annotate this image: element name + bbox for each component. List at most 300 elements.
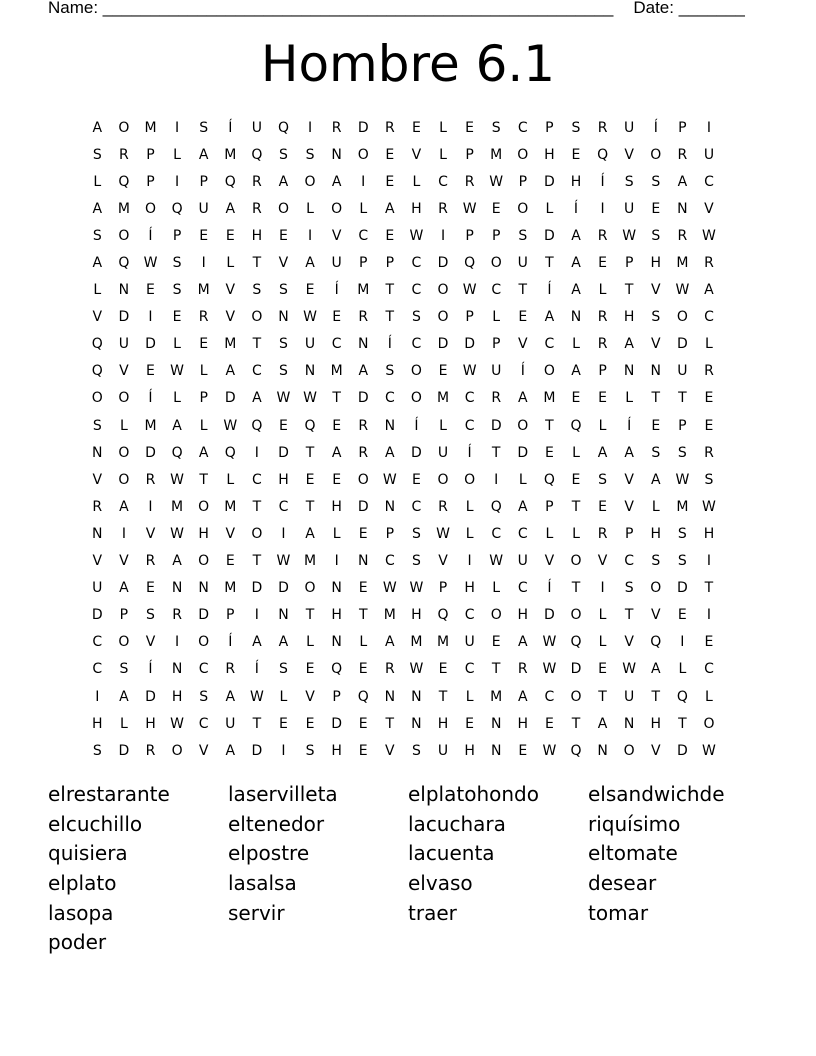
word-list-item: eltomate bbox=[588, 841, 678, 866]
grid-letter: E bbox=[358, 525, 368, 542]
grid-letter: M bbox=[117, 200, 130, 217]
grid-letter: R bbox=[331, 119, 342, 136]
grid-letter: P bbox=[465, 146, 474, 163]
grid-row bbox=[84, 493, 722, 520]
grid-letter: T bbox=[624, 607, 634, 624]
grid-letter: W bbox=[170, 715, 184, 732]
grid-letter: E bbox=[704, 634, 714, 651]
grid-letter: V bbox=[624, 634, 634, 651]
grid-letter: D bbox=[357, 498, 369, 515]
grid-letter: H bbox=[464, 580, 475, 597]
grid-letter: Q bbox=[570, 417, 582, 434]
grid-letter: Í bbox=[414, 417, 419, 434]
grid-letter: V bbox=[624, 146, 634, 163]
grid-letter: E bbox=[358, 580, 368, 597]
word-list-item: servir bbox=[228, 900, 285, 925]
word-list-item: traer bbox=[408, 900, 457, 925]
grid-letter: C bbox=[517, 580, 528, 597]
grid-letter: A bbox=[624, 336, 634, 353]
grid-letter: C bbox=[704, 173, 714, 190]
grid-letter: W bbox=[249, 688, 264, 705]
grid-letter: S bbox=[172, 255, 182, 272]
grid-letter: P bbox=[465, 309, 474, 326]
grid-letter: V bbox=[331, 227, 342, 244]
grid-letter: T bbox=[678, 390, 687, 407]
grid-letter: L bbox=[705, 688, 713, 705]
word-list-item: quisiera bbox=[48, 841, 128, 866]
grid-letter: W bbox=[462, 200, 477, 217]
grid-letter: R bbox=[384, 661, 395, 678]
grid-letter: T bbox=[252, 715, 262, 732]
grid-letter: C bbox=[411, 255, 422, 272]
grid-letter: D bbox=[544, 173, 555, 190]
grid-letter: T bbox=[704, 580, 714, 597]
grid-letter: V bbox=[385, 742, 395, 759]
grid-letter: Q bbox=[437, 607, 449, 624]
grid-letter: E bbox=[598, 661, 607, 678]
grid-row bbox=[84, 683, 722, 710]
grid-letter: R bbox=[358, 444, 369, 461]
grid-letter: I bbox=[706, 553, 712, 570]
grid-letter: Í bbox=[148, 661, 153, 678]
grid-letter: R bbox=[145, 471, 156, 488]
grid-letter: U bbox=[703, 146, 715, 163]
grid-letter: V bbox=[198, 742, 209, 759]
grid-letter: A bbox=[172, 417, 182, 434]
grid-letter: O bbox=[118, 634, 130, 651]
grid-letter: V bbox=[650, 336, 661, 353]
grid-letter: Q bbox=[91, 363, 103, 380]
grid-letter: R bbox=[119, 146, 129, 163]
grid-letter: W bbox=[170, 525, 184, 542]
grid-letter: R bbox=[92, 498, 103, 515]
grid-letter: T bbox=[651, 390, 661, 407]
grid-letter: M bbox=[436, 634, 450, 651]
grid-letter: H bbox=[650, 255, 662, 272]
grid-letter: E bbox=[704, 417, 714, 434]
grid-letter: I bbox=[494, 471, 499, 488]
grid-letter: I bbox=[121, 525, 126, 542]
grid-letter: O bbox=[464, 471, 476, 488]
grid-letter: M bbox=[676, 498, 689, 515]
grid-letter: S bbox=[411, 553, 421, 570]
grid-letter: T bbox=[491, 444, 501, 461]
grid-letter: N bbox=[490, 742, 502, 759]
grid-letter: E bbox=[651, 200, 661, 217]
grid-row bbox=[84, 249, 722, 276]
grid-letter: N bbox=[198, 580, 209, 597]
grid-letter: O bbox=[517, 146, 529, 163]
grid-letter: D bbox=[251, 580, 263, 597]
grid-row bbox=[84, 385, 722, 412]
grid-letter: S bbox=[624, 173, 634, 190]
grid-letter: U bbox=[118, 336, 130, 353]
grid-letter: D bbox=[517, 444, 529, 461]
grid-letter: S bbox=[172, 282, 182, 299]
grid-letter: W bbox=[303, 309, 317, 326]
grid-letter: N bbox=[384, 417, 396, 434]
grid-letter: M bbox=[224, 498, 237, 515]
grid-letter: H bbox=[570, 173, 582, 190]
grid-letter: S bbox=[146, 607, 155, 624]
grid-letter: C bbox=[411, 498, 422, 515]
grid-letter: M bbox=[224, 146, 237, 163]
grid-letter: E bbox=[385, 146, 395, 163]
grid-letter: L bbox=[306, 200, 314, 217]
grid-letter: H bbox=[411, 607, 422, 624]
grid-letter: R bbox=[597, 525, 608, 542]
grid-letter: A bbox=[518, 634, 528, 651]
grid-letter: O bbox=[198, 498, 210, 515]
grid-letter: T bbox=[651, 688, 661, 705]
grid-letter: D bbox=[198, 607, 210, 624]
grid-letter: E bbox=[225, 227, 235, 244]
grid-letter: L bbox=[173, 336, 181, 353]
grid-letter: A bbox=[571, 255, 581, 272]
grid-letter: T bbox=[252, 498, 262, 515]
grid-letter: P bbox=[146, 146, 155, 163]
grid-letter: I bbox=[706, 607, 712, 624]
grid-letter: E bbox=[544, 444, 554, 461]
grid-letter: E bbox=[279, 715, 288, 732]
grid-letter: C bbox=[464, 607, 475, 624]
grid-letter: Q bbox=[118, 255, 130, 272]
grid-letter: T bbox=[385, 309, 395, 326]
grid-letter: U bbox=[92, 580, 103, 597]
grid-letter: I bbox=[307, 119, 313, 136]
word-list-item: desear bbox=[588, 871, 657, 896]
grid-letter: M bbox=[410, 634, 423, 651]
grid-letter: V bbox=[92, 553, 103, 570]
grid-letter: I bbox=[281, 742, 286, 759]
grid-row bbox=[84, 737, 722, 764]
grid-row bbox=[84, 277, 722, 304]
grid-letter: E bbox=[598, 498, 607, 515]
grid-letter: A bbox=[92, 255, 103, 272]
grid-letter: W bbox=[702, 742, 716, 759]
word-list-item: poder bbox=[48, 930, 107, 955]
grid-letter: A bbox=[358, 363, 369, 380]
grid-letter: Q bbox=[118, 173, 130, 190]
grid-letter: A bbox=[305, 525, 315, 542]
grid-letter: C bbox=[624, 553, 635, 570]
grid-letter: Í bbox=[600, 173, 605, 190]
grid-letter: C bbox=[198, 661, 209, 678]
grid-letter: C bbox=[384, 390, 395, 407]
grid-letter: U bbox=[198, 200, 209, 217]
grid-letter: I bbox=[467, 553, 472, 570]
grid-letter: C bbox=[251, 471, 262, 488]
grid-letter: P bbox=[678, 417, 687, 434]
grid-letter: W bbox=[170, 363, 184, 380]
grid-letter: R bbox=[597, 119, 608, 136]
grid-letter: R bbox=[198, 309, 209, 326]
grid-letter: Í bbox=[520, 363, 525, 380]
grid-letter: E bbox=[598, 390, 607, 407]
grid-letter: O bbox=[437, 282, 449, 299]
grid-letter: S bbox=[518, 227, 528, 244]
grid-letter: T bbox=[545, 255, 554, 272]
grid-letter: S bbox=[598, 471, 608, 488]
grid-letter: E bbox=[571, 471, 581, 488]
grid-letter: D bbox=[118, 742, 130, 759]
grid-letter: D bbox=[676, 580, 688, 597]
grid-letter: U bbox=[517, 255, 528, 272]
grid-row bbox=[84, 168, 722, 195]
grid-letter: Q bbox=[91, 336, 103, 353]
grid-row bbox=[84, 222, 722, 249]
grid-letter: L bbox=[93, 282, 102, 299]
grid-letter: T bbox=[438, 688, 448, 705]
grid-letter: R bbox=[597, 309, 608, 326]
grid-letter: D bbox=[145, 336, 156, 353]
grid-letter: E bbox=[598, 255, 607, 272]
word-list bbox=[48, 780, 768, 958]
grid-letter: C bbox=[491, 282, 502, 299]
word-list-item: lacuchara bbox=[408, 811, 506, 836]
grid-letter: N bbox=[92, 525, 103, 542]
grid-letter: E bbox=[411, 471, 421, 488]
page-title: Hombre 6.1 bbox=[260, 35, 556, 93]
grid-letter: R bbox=[704, 444, 714, 461]
grid-letter: O bbox=[410, 390, 422, 407]
grid-letter: O bbox=[570, 553, 582, 570]
grid-letter: O bbox=[357, 146, 369, 163]
grid-letter: L bbox=[439, 417, 447, 434]
grid-letter: L bbox=[93, 173, 102, 190]
grid-row bbox=[84, 304, 722, 331]
grid-letter: O bbox=[543, 363, 555, 380]
grid-letter: D bbox=[676, 336, 688, 353]
grid-letter: A bbox=[624, 444, 634, 461]
grid-letter: O bbox=[277, 200, 289, 217]
grid-letter: S bbox=[651, 227, 661, 244]
grid-letter: Q bbox=[224, 444, 236, 461]
grid-letter: N bbox=[92, 444, 103, 461]
grid-letter: R bbox=[225, 661, 236, 678]
grid-letter: S bbox=[252, 282, 262, 299]
grid-letter: R bbox=[251, 200, 262, 217]
grid-letter: O bbox=[304, 173, 316, 190]
grid-letter: L bbox=[678, 661, 687, 678]
grid-letter: S bbox=[677, 525, 687, 542]
grid-letter: L bbox=[279, 688, 288, 705]
grid-letter: N bbox=[171, 661, 183, 678]
grid-letter: W bbox=[702, 498, 716, 515]
grid-letter: E bbox=[305, 661, 315, 678]
word-list-item: elrestarante bbox=[48, 782, 170, 806]
grid-letter: H bbox=[544, 146, 555, 163]
grid-letter: I bbox=[254, 444, 259, 461]
grid-letter: E bbox=[199, 336, 209, 353]
grid-letter: D bbox=[464, 336, 475, 353]
grid-letter: R bbox=[517, 661, 528, 678]
grid-letter: O bbox=[331, 200, 343, 217]
grid-letter: C bbox=[411, 336, 422, 353]
grid-letter: A bbox=[119, 498, 129, 515]
grid-letter: S bbox=[491, 119, 501, 136]
grid-letter: D bbox=[278, 580, 289, 597]
grid-letter: S bbox=[199, 119, 209, 136]
grid-letter: Q bbox=[171, 444, 183, 461]
grid-letter: L bbox=[625, 390, 634, 407]
grid-letter: Q bbox=[490, 498, 502, 515]
grid-row bbox=[84, 412, 722, 439]
grid-letter: R bbox=[438, 200, 448, 217]
grid-letter: V bbox=[92, 309, 103, 326]
grid-letter: N bbox=[384, 688, 396, 705]
grid-letter: W bbox=[675, 471, 690, 488]
grid-letter: A bbox=[571, 363, 581, 380]
grid-letter: A bbox=[571, 227, 581, 244]
grid-letter: O bbox=[198, 634, 210, 651]
grid-row bbox=[84, 466, 722, 493]
grid-letter: L bbox=[651, 498, 660, 515]
grid-letter: A bbox=[597, 444, 608, 461]
grid-letter: S bbox=[305, 146, 315, 163]
grid-letter: N bbox=[623, 363, 635, 380]
grid-letter: A bbox=[252, 634, 262, 651]
grid-letter: R bbox=[358, 417, 369, 434]
grid-letter: T bbox=[252, 336, 262, 353]
grid-row bbox=[84, 548, 722, 575]
word-list-item: lacuenta bbox=[408, 841, 495, 866]
grid-letter: I bbox=[706, 119, 712, 136]
grid-letter: E bbox=[465, 119, 475, 136]
grid-letter: I bbox=[254, 607, 259, 624]
grid-letter: L bbox=[598, 607, 607, 624]
grid-letter: E bbox=[332, 309, 342, 326]
grid-letter: W bbox=[170, 471, 184, 488]
grid-letter: P bbox=[359, 255, 368, 272]
word-list-item: tomar bbox=[588, 900, 649, 925]
grid-letter: S bbox=[651, 553, 661, 570]
grid-letter: P bbox=[545, 498, 554, 515]
grid-letter: A bbox=[385, 444, 395, 461]
grid-letter: C bbox=[464, 390, 475, 407]
grid-letter: V bbox=[225, 282, 236, 299]
grid-letter: E bbox=[332, 417, 342, 434]
grid-letter: C bbox=[411, 282, 422, 299]
grid-letter: I bbox=[175, 634, 180, 651]
grid-letter: A bbox=[544, 309, 555, 326]
grid-letter: S bbox=[411, 309, 421, 326]
grid-letter: D bbox=[224, 390, 236, 407]
grid-letter: O bbox=[517, 200, 529, 217]
grid-letter: Í bbox=[627, 417, 632, 434]
grid-letter: M bbox=[171, 498, 184, 515]
grid-letter: N bbox=[650, 363, 661, 380]
grid-letter: T bbox=[358, 607, 368, 624]
grid-letter: N bbox=[171, 580, 183, 597]
grid-letter: I bbox=[361, 173, 366, 190]
grid-letter: L bbox=[306, 634, 314, 651]
grid-letter: M bbox=[490, 688, 503, 705]
grid-letter: E bbox=[305, 715, 315, 732]
grid-letter: E bbox=[358, 742, 368, 759]
grid-letter: A bbox=[198, 444, 209, 461]
grid-row bbox=[84, 331, 722, 358]
grid-letter: V bbox=[624, 471, 634, 488]
grid-letter: H bbox=[703, 525, 715, 542]
grid-letter: H bbox=[517, 607, 529, 624]
grid-letter: Q bbox=[331, 661, 343, 678]
grid-letter: T bbox=[491, 661, 501, 678]
grid-letter: T bbox=[252, 255, 262, 272]
grid-letter: O bbox=[437, 309, 449, 326]
grid-letter: W bbox=[489, 173, 504, 190]
grid-letter: D bbox=[437, 255, 449, 272]
grid-letter: Í bbox=[573, 200, 579, 217]
grid-letter: A bbox=[518, 498, 528, 515]
grid-letter: W bbox=[223, 417, 238, 434]
grid-letter: P bbox=[146, 173, 155, 190]
grid-letter: Q bbox=[570, 634, 582, 651]
grid-letter: C bbox=[384, 553, 395, 570]
grid-letter: A bbox=[119, 688, 129, 705]
grid-letter: C bbox=[517, 525, 528, 542]
grid-letter: U bbox=[437, 444, 449, 461]
grid-letter: A bbox=[278, 634, 289, 651]
grid-letter: W bbox=[542, 661, 557, 678]
grid-letter: W bbox=[675, 282, 690, 299]
grid-letter: A bbox=[704, 282, 714, 299]
grid-letter: P bbox=[624, 255, 634, 272]
grid-letter: Q bbox=[171, 200, 183, 217]
grid-letter: I bbox=[281, 525, 286, 542]
grid-letter: V bbox=[119, 553, 129, 570]
grid-letter: S bbox=[92, 227, 102, 244]
grid-letter: C bbox=[544, 688, 555, 705]
grid-letter: V bbox=[650, 742, 661, 759]
grid-letter: E bbox=[518, 742, 528, 759]
grid-letter: L bbox=[465, 498, 474, 515]
grid-letter: E bbox=[438, 661, 448, 678]
grid-row bbox=[84, 710, 722, 737]
grid-letter: D bbox=[145, 444, 156, 461]
grid-letter: E bbox=[146, 282, 155, 299]
grid-letter: E bbox=[491, 200, 501, 217]
grid-letter: V bbox=[650, 607, 661, 624]
grid-letter: E bbox=[677, 607, 687, 624]
grid-letter: A bbox=[305, 255, 315, 272]
grid-letter: E bbox=[172, 309, 182, 326]
grid-letter: Í bbox=[334, 282, 339, 299]
grid-letter: I bbox=[95, 688, 100, 705]
grid-letter: N bbox=[570, 309, 582, 326]
grid-letter: H bbox=[650, 525, 662, 542]
grid-letter: S bbox=[119, 661, 129, 678]
grid-letter: A bbox=[650, 661, 661, 678]
grid-row bbox=[84, 114, 722, 141]
grid-letter: H bbox=[411, 200, 422, 217]
grid-letter: U bbox=[304, 336, 316, 353]
grid-letter: V bbox=[145, 634, 156, 651]
grid-letter: R bbox=[358, 309, 369, 326]
grid-letter: Q bbox=[597, 146, 609, 163]
grid-letter: E bbox=[544, 715, 554, 732]
grid-letter: L bbox=[359, 200, 368, 217]
grid-letter: T bbox=[199, 471, 208, 488]
grid-letter: D bbox=[357, 119, 369, 136]
grid-letter: U bbox=[464, 634, 475, 651]
grid-letter: A bbox=[518, 688, 528, 705]
grid-letter: W bbox=[409, 580, 424, 597]
grid-letter: R bbox=[597, 227, 608, 244]
grid-letter: R bbox=[677, 146, 688, 163]
grid-letter: H bbox=[331, 498, 342, 515]
grid-letter: S bbox=[199, 688, 209, 705]
